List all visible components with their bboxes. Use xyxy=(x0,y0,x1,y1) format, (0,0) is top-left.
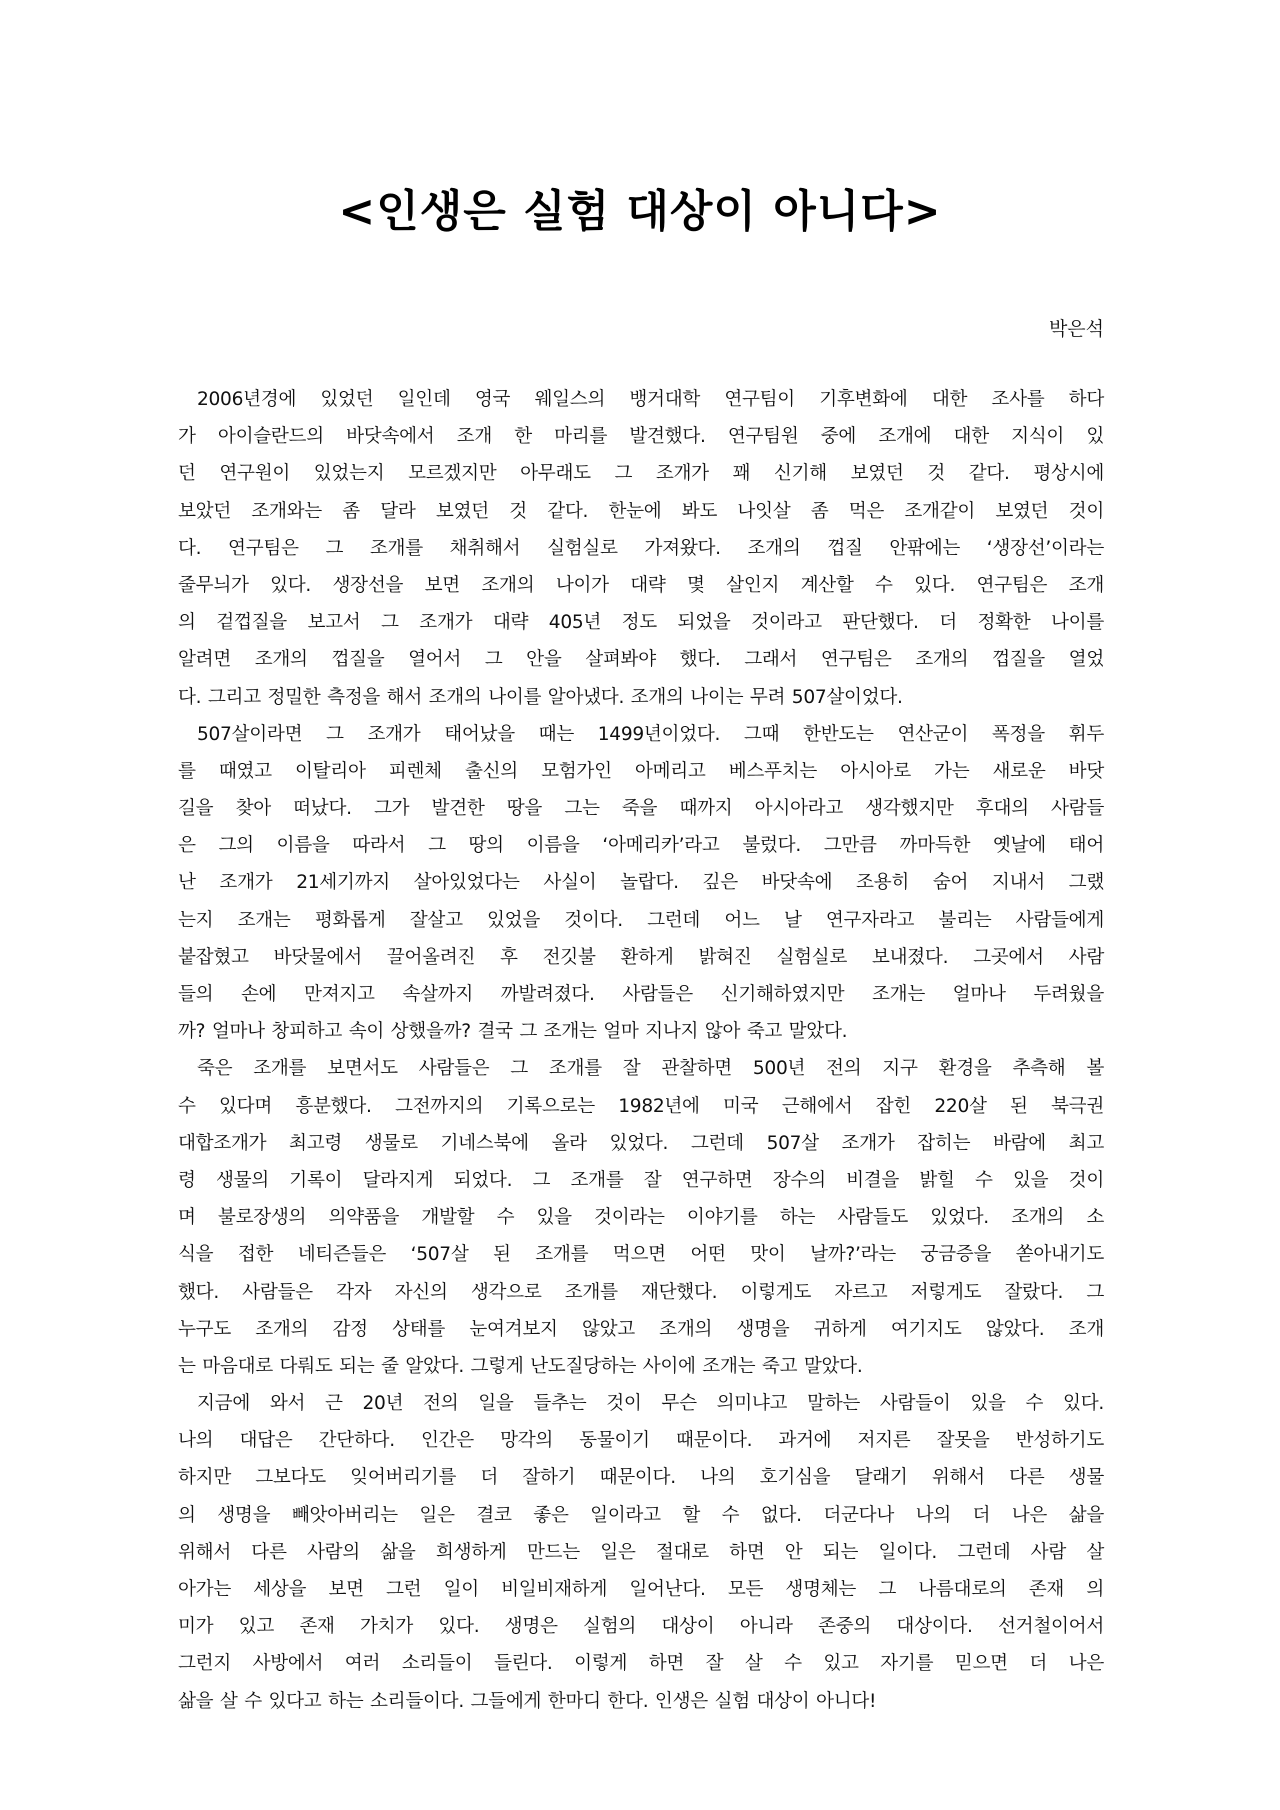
text-line: 대합조개가 최고령 생물로 기네스북에 올라 있었다. 그런데 507살 조개가 잡히는 바람에 최고 xyxy=(178,1132,1104,1154)
text-line: 은 그의 이름을 따라서 그 땅의 이름을 ‘아메리카’라고 불렀다. 그만큼 까마득한 옛날에 태어 xyxy=(178,835,1104,857)
text-line: 줄무늬가 있다. 생장선을 보면 조개의 나이가 대략 몇 살인지 계산할 수 있다. 연구팀은 조개 xyxy=(178,574,1104,596)
text-line: 2006년경에 있었던 일인데 영국 웨일스의 뱅거대학 연구팀이 기후변화에 대한 조사를 하다 xyxy=(197,389,1104,410)
text-line: 난 조개가 21세기까지 살아있었다는 사실이 놀랍다. 깊은 바닷속에 조용히 숨어 지내서 그랬 xyxy=(178,872,1104,894)
text-line: 삶을 살 수 있다고 하는 소리들이다. 그들에게 한마디 한다. 인생은 실험 대상이 아니다! xyxy=(178,1690,877,1712)
text-line: 누구도 조개의 감정 상태를 눈여겨보지 않았고 조개의 생명을 귀하게 여기지도 않았다. 조개 xyxy=(178,1318,1104,1340)
text-line: 알려면 조개의 껍질을 열어서 그 안을 살펴봐야 했다. 그래서 연구팀은 조개의 껍질을 열었 xyxy=(178,649,1104,671)
text-line: 식을 접한 네티즌들은 ‘507살 된 조개를 먹으면 어떤 맛이 날까?’라는 궁금증을 쏟아내기도 xyxy=(178,1244,1104,1266)
text-line: 507살이라면 그 조개가 태어났을 때는 1499년이었다. 그때 한반도는 연산군이 폭정을 휘두 xyxy=(197,723,1104,745)
text-line: 그런지 사방에서 여러 소리들이 들린다. 이렇게 하면 잘 살 수 있고 자기를 믿으면 더 나은 xyxy=(178,1653,1104,1675)
text-line: 했다. 사람들은 각자 자신의 생각으로 조개를 재단했다. 이렇게도 자르고 저렇게도 잘랐다. 그 xyxy=(178,1281,1104,1303)
document-title: <인생은 실험 대상이 아니다> xyxy=(338,186,942,237)
text-line: 를 때였고 이탈리아 피렌체 출신의 모험가인 아메리고 베스푸치는 아시아로 가는 새로운 바닷 xyxy=(178,760,1104,782)
text-line: 붙잡혔고 바닷물에서 끌어올려진 후 전깃불 환하게 밝혀진 실험실로 보내졌다. 그곳에서 사람 xyxy=(178,946,1104,968)
text-line: 보았던 조개와는 좀 달라 보였던 것 같다. 한눈에 봐도 나잇살 좀 먹은 조개같이 보였던 것이 xyxy=(178,500,1104,522)
body-text xyxy=(178,381,1104,1720)
text-line: 며 불로장생의 의약품을 개발할 수 있을 것이라는 이야기를 하는 사람들도 있었다. 조개의 소 xyxy=(178,1207,1104,1229)
text-line: 던 연구원이 있었는지 모르겠지만 아무래도 그 조개가 꽤 신기해 보였던 것 같다. 평상시에 xyxy=(178,463,1104,485)
text-line: 하지만 그보다도 잊어버리기를 더 잘하기 때문이다. 나의 호기심을 달래기 위해서 다른 생물 xyxy=(178,1467,1104,1489)
text-line: 까? 얼마나 창피하고 속이 상했을까? 결국 그 조개는 얼마 지나지 않아 죽고 말았다. xyxy=(178,1021,848,1043)
text-line: 나의 대답은 간단하다. 인간은 망각의 동물이기 때문이다. 과거에 저지른 잘못을 반성하기도 xyxy=(178,1430,1104,1452)
text-line: 의 생명을 빼앗아버리는 일은 결코 좋은 일이라고 할 수 없다. 더군다나 나의 더 나은 삶을 xyxy=(178,1504,1104,1526)
text-line: 다. 연구팀은 그 조개를 채취해서 실험실로 가져왔다. 조개의 껍질 안팎에는 ‘생장선’이라는 xyxy=(178,537,1104,559)
text-line: 령 생물의 기록이 달라지게 되었다. 그 조개를 잘 연구하면 장수의 비결을 밝힐 수 있을 것이 xyxy=(178,1169,1104,1191)
text-line: 가 아이슬란드의 바닷속에서 조개 한 마리를 발견했다. 연구팀원 중에 조개에 대한 지식이 있 xyxy=(178,426,1104,448)
text-line: 미가 있고 존재 가치가 있다. 생명은 실험의 대상이 아니라 존중의 대상이다. 선거철이어서 xyxy=(178,1616,1104,1638)
text-line: 위해서 다른 사람의 삶을 희생하게 만드는 일은 절대로 하면 안 되는 일이다. 그런데 사람 살 xyxy=(178,1541,1104,1563)
text-line: 길을 찾아 떠났다. 그가 발견한 땅을 그는 죽을 때까지 아시아라고 생각했지만 후대의 사람들 xyxy=(178,798,1104,820)
text-line: 수 있다며 흥분했다. 그전까지의 기록으로는 1982년에 미국 근해에서 잡힌 220살 된 북극권 xyxy=(178,1095,1104,1117)
text-line: 는 마음대로 다뤄도 되는 줄 알았다. 그렇게 난도질당하는 사이에 조개는 죽고 말았다. xyxy=(178,1355,863,1377)
text-line: 들의 손에 만져지고 속살까지 까발려졌다. 사람들은 신기해하였지만 조개는 얼마나 두려웠을 xyxy=(178,984,1104,1005)
text-line: 죽은 조개를 보면서도 사람들은 그 조개를 잘 관찰하면 500년 전의 지구 환경을 추측해 볼 xyxy=(197,1058,1104,1080)
text-line: 의 겉껍질을 보고서 그 조개가 대략 405년 정도 되었을 것이라고 판단했다. 더 정확한 나이를 xyxy=(178,612,1104,634)
text-line: 아가는 세상을 보면 그런 일이 비일비재하게 일어난다. 모든 생명체는 그 나름대로의 존재 의 xyxy=(178,1579,1104,1600)
text-line: 는지 조개는 평화롭게 잘살고 있었을 것이다. 그런데 어느 날 연구자라고 불리는 사람들에게 xyxy=(178,909,1104,931)
text-line: 지금에 와서 근 20년 전의 일을 들추는 것이 무슨 의미냐고 말하는 사람들이 있을 수 있다. xyxy=(197,1393,1104,1415)
text-line: 다. 그리고 정밀한 측정을 해서 조개의 나이를 알아냈다. 조개의 나이는 무려 507살이었다. xyxy=(178,686,903,708)
author-name: 박은석 xyxy=(1048,318,1104,340)
